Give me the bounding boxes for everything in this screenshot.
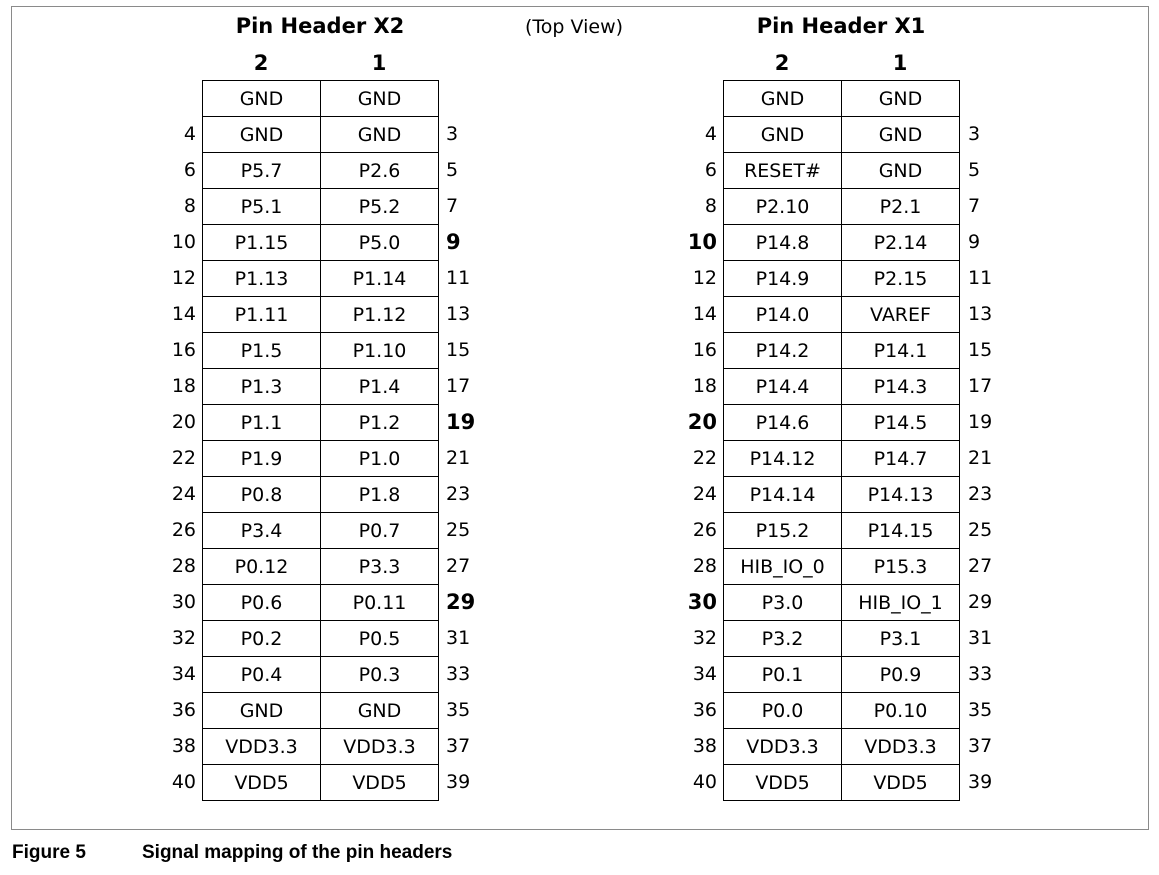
pin-signal-cell: P0.10 [842,693,960,729]
pin-row [203,477,439,513]
pin-signal-cell: P2.1 [842,189,960,225]
pin-signal-cell: P0.7 [321,513,439,549]
pin-signal-cell: P0.0 [724,693,842,729]
pin-row [724,405,960,441]
pin-signal-cell: P1.14 [321,261,439,297]
even-pin-number: 34 [692,663,717,685]
even-pin-number: 12 [171,267,196,289]
pin-signal-cell: P3.0 [724,585,842,621]
odd-pin-number: 19 [968,411,993,433]
even-pin-number: 20 [171,411,196,433]
odd-pin-number: 5 [968,159,981,181]
odd-pin-number: 37 [446,735,471,757]
pin-signal-cell: P1.9 [203,441,321,477]
pin-row [203,117,439,153]
pin-signal-cell: P14.4 [724,369,842,405]
even-pin-number: 32 [692,627,717,649]
pin-signal-cell: P0.8 [203,477,321,513]
pin-row [724,621,960,657]
pin-row [724,765,960,801]
pin-signal-cell: GND [321,117,439,153]
pin-signal-cell: P1.0 [321,441,439,477]
figure-number: Figure 5 [12,842,86,863]
pin-row [724,693,960,729]
odd-pin-number: 5 [446,159,459,181]
even-pin-number: 16 [692,339,717,361]
pin-signal-cell: P0.11 [321,585,439,621]
even-pin-number: 36 [171,699,196,721]
odd-pin-number: 13 [446,303,471,325]
pin-signal-cell: P1.13 [203,261,321,297]
pin-signal-cell: VDD3.3 [321,729,439,765]
odd-pin-number: 3 [446,123,459,145]
even-pin-number: 26 [171,519,196,541]
odd-pin-number: 23 [446,483,471,505]
odd-pin-number: 37 [968,735,993,757]
pin-signal-cell: P0.4 [203,657,321,693]
pin-signal-cell: GND [842,117,960,153]
pin-row [203,81,439,117]
even-pin-number: 24 [692,483,717,505]
even-pin-number: 12 [692,267,717,289]
pin-row [203,369,439,405]
pin-signal-cell: VDD5 [724,765,842,801]
even-pin-number: 34 [171,663,196,685]
pin-header-x1-table [723,80,960,801]
pin-row [203,297,439,333]
odd-pin-number: 39 [446,771,471,793]
pin-signal-cell: P3.3 [321,549,439,585]
pin-signal-cell: RESET# [724,153,842,189]
pin-signal-cell: P1.4 [321,369,439,405]
pin-signal-cell: P1.10 [321,333,439,369]
pin-signal-cell: P14.1 [842,333,960,369]
pin-row [203,153,439,189]
pin-row [203,513,439,549]
even-pin-number: 16 [171,339,196,361]
figure-caption-text: Signal mapping of the pin headers [142,842,453,863]
pin-signal-cell: P0.3 [321,657,439,693]
odd-pin-number: 7 [968,195,981,217]
pin-row [203,621,439,657]
figure-caption [12,842,452,864]
odd-pin-number: 25 [446,519,471,541]
odd-pin-number: 11 [968,267,993,289]
pin-signal-cell: GND [203,81,321,117]
pin-row [724,369,960,405]
pin-row [724,261,960,297]
pin-row [724,657,960,693]
pin-signal-cell: HIB_IO_1 [842,585,960,621]
pin-row [203,405,439,441]
even-pin-number: 14 [692,303,717,325]
pin-signal-cell: P14.13 [842,477,960,513]
odd-pin-number: 35 [446,699,471,721]
pin-signal-cell: VDD3.3 [203,729,321,765]
odd-pin-number: 21 [968,447,993,469]
odd-pin-number: 3 [968,123,981,145]
odd-pin-number: 39 [968,771,993,793]
pin-row [203,333,439,369]
pin-signal-cell: VDD3.3 [724,729,842,765]
odd-pin-number: 31 [446,627,471,649]
pin-row [724,189,960,225]
pin-signal-cell: P3.1 [842,621,960,657]
top-view-label: (Top View) [525,16,624,38]
pin-row [724,297,960,333]
pin-row [203,765,439,801]
pin-signal-cell: GND [842,153,960,189]
pin-row [203,693,439,729]
pin-signal-cell: P1.5 [203,333,321,369]
x1-title: Pin Header X1 [756,14,926,38]
pin-signal-cell: P14.15 [842,513,960,549]
pin-row [203,729,439,765]
even-pin-number: 4 [183,123,196,145]
odd-pin-number: 15 [446,339,471,361]
pin-signal-cell: P0.12 [203,549,321,585]
even-pin-number: 18 [171,375,196,397]
pin-signal-cell: P14.3 [842,369,960,405]
pin-row [203,225,439,261]
pin-signal-cell: P14.6 [724,405,842,441]
pin-signal-cell: P1.11 [203,297,321,333]
pin-signal-cell: VDD5 [321,765,439,801]
pin-signal-cell: P0.2 [203,621,321,657]
pin-row [203,585,439,621]
pin-signal-cell: GND [842,81,960,117]
odd-pin-number: 33 [968,663,993,685]
pin-signal-cell: P15.2 [724,513,842,549]
pin-signal-cell: P1.1 [203,405,321,441]
odd-pin-number: 15 [968,339,993,361]
even-pin-number: 22 [692,447,717,469]
odd-pin-number: 21 [446,447,471,469]
even-pin-number: 38 [692,735,717,757]
even-pin-number: 38 [171,735,196,757]
odd-pin-number: 7 [446,195,459,217]
odd-pin-number: 13 [968,303,993,325]
odd-pin-number: 19 [446,410,476,434]
odd-pin-number: 35 [968,699,993,721]
even-pin-number: 6 [704,159,717,181]
even-pin-number: 36 [692,699,717,721]
x2-title: Pin Header X2 [235,14,405,38]
pin-row [724,549,960,585]
pin-signal-cell: P0.1 [724,657,842,693]
x2-col2-label: 2 [253,51,269,75]
pin-signal-cell: P5.0 [321,225,439,261]
pin-row [724,585,960,621]
pin-signal-cell: P0.9 [842,657,960,693]
x1-col1-label: 1 [892,51,908,75]
pin-signal-cell: VDD5 [203,765,321,801]
pin-signal-cell: P2.14 [842,225,960,261]
pin-signal-cell: P0.6 [203,585,321,621]
pin-signal-cell: P14.9 [724,261,842,297]
pin-signal-cell: P14.0 [724,297,842,333]
pin-row [724,333,960,369]
even-pin-number: 24 [171,483,196,505]
even-pin-number: 40 [171,771,196,793]
pin-signal-cell: P5.2 [321,189,439,225]
pin-signal-cell: P2.10 [724,189,842,225]
pin-row [724,477,960,513]
pin-signal-cell: P3.2 [724,621,842,657]
pin-signal-cell: P14.12 [724,441,842,477]
odd-pin-number: 31 [968,627,993,649]
even-pin-number: 40 [692,771,717,793]
even-pin-number: 10 [171,231,196,253]
even-pin-number: 20 [687,410,717,434]
x2-col1-label: 1 [371,51,387,75]
odd-pin-number: 11 [446,267,471,289]
odd-pin-number: 17 [446,375,471,397]
pin-signal-cell: P14.14 [724,477,842,513]
pin-row [724,153,960,189]
pin-signal-cell: P1.8 [321,477,439,513]
pin-row [203,549,439,585]
pin-header-x2-table [202,80,439,801]
pin-signal-cell: GND [724,117,842,153]
pin-signal-cell: VAREF [842,297,960,333]
pin-signal-cell: HIB_IO_0 [724,549,842,585]
odd-pin-number: 9 [446,230,461,254]
pin-signal-cell: P2.15 [842,261,960,297]
pin-signal-cell: P15.3 [842,549,960,585]
pin-signal-cell: P1.3 [203,369,321,405]
odd-pin-number: 29 [446,590,476,614]
pin-signal-cell: P14.8 [724,225,842,261]
odd-pin-number: 23 [968,483,993,505]
pin-signal-cell: GND [321,693,439,729]
pin-signal-cell: GND [203,693,321,729]
even-pin-number: 4 [704,123,717,145]
pin-signal-cell: GND [321,81,439,117]
pin-row [724,225,960,261]
odd-pin-number: 17 [968,375,993,397]
even-pin-number: 18 [692,375,717,397]
pin-signal-cell: P1.2 [321,405,439,441]
pin-signal-cell: GND [724,81,842,117]
pin-row [724,117,960,153]
pin-signal-cell: P0.5 [321,621,439,657]
pin-signal-cell: P1.15 [203,225,321,261]
odd-pin-number: 29 [968,591,993,613]
pin-row [203,189,439,225]
even-pin-number: 10 [687,230,717,254]
pin-signal-cell: P14.7 [842,441,960,477]
pin-signal-cell: GND [203,117,321,153]
x1-col2-label: 2 [774,51,790,75]
pin-signal-cell: P5.1 [203,189,321,225]
even-pin-number: 28 [692,555,717,577]
pin-signal-cell: VDD5 [842,765,960,801]
odd-pin-number: 33 [446,663,471,685]
even-pin-number: 32 [171,627,196,649]
even-pin-number: 14 [171,303,196,325]
pin-signal-cell: P5.7 [203,153,321,189]
even-pin-number: 6 [183,159,196,181]
pin-row [203,261,439,297]
even-pin-number: 30 [687,590,717,614]
pin-signal-cell: P1.12 [321,297,439,333]
pin-row [203,441,439,477]
pin-signal-cell: P2.6 [321,153,439,189]
pin-row [724,729,960,765]
pin-signal-cell: P14.5 [842,405,960,441]
even-pin-number: 22 [171,447,196,469]
even-pin-number: 8 [183,195,196,217]
odd-pin-number: 27 [968,555,993,577]
odd-pin-number: 27 [446,555,471,577]
odd-pin-number: 9 [968,231,981,253]
pin-row [203,657,439,693]
odd-pin-number: 25 [968,519,993,541]
pin-signal-cell: VDD3.3 [842,729,960,765]
pin-row [724,81,960,117]
even-pin-number: 30 [171,591,196,613]
even-pin-number: 28 [171,555,196,577]
even-pin-number: 26 [692,519,717,541]
pin-row [724,513,960,549]
pin-row [724,441,960,477]
even-pin-number: 8 [704,195,717,217]
pin-signal-cell: P14.2 [724,333,842,369]
pin-signal-cell: P3.4 [203,513,321,549]
